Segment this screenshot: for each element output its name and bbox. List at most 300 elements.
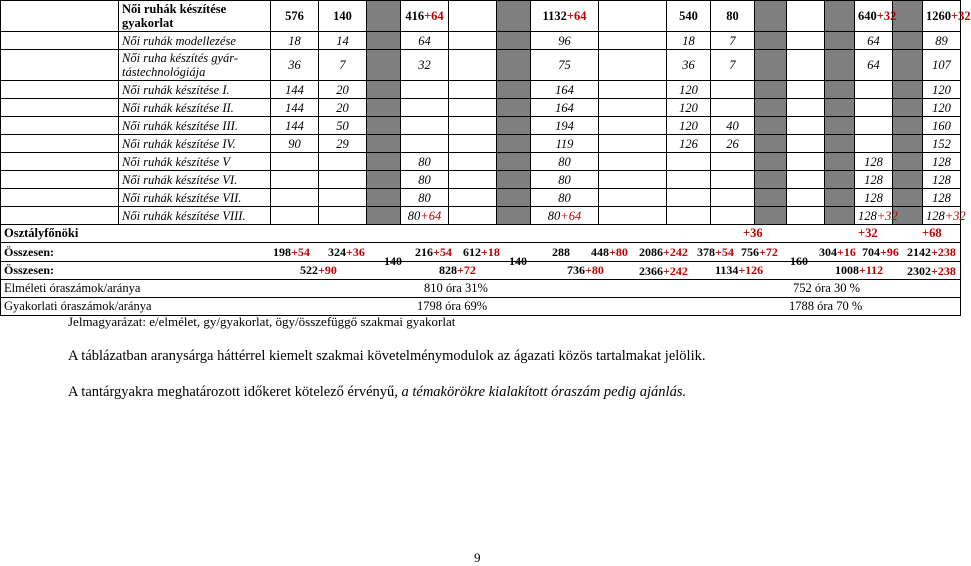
table-cell: [787, 32, 825, 50]
table-cell: [271, 32, 319, 50]
cell-value: 128: [932, 172, 951, 187]
cell-value: 144: [285, 82, 304, 97]
row-gyakorlati: [1, 298, 961, 316]
table-row: [1, 135, 961, 153]
cell-value: 18: [682, 33, 695, 48]
table-cell: [1, 32, 119, 50]
cell-value: 160: [932, 118, 951, 133]
row-subject-name: [119, 1, 271, 32]
paragraph-timeframe-note: [68, 384, 686, 401]
cell-value: 80: [418, 172, 431, 187]
table-cell: [667, 81, 711, 99]
table-cell: [271, 117, 319, 135]
table-row: [1, 153, 961, 171]
table-cell: [319, 99, 367, 117]
table-row: [1, 117, 961, 135]
row-osszesen: [1, 243, 961, 280]
table-cell: [787, 50, 825, 81]
gray-cell: [825, 117, 855, 135]
table-cell: [449, 32, 497, 50]
gray-cell: [825, 99, 855, 117]
cell-value: Női ruhák készítése V: [122, 154, 230, 169]
table-cell: [271, 99, 319, 117]
table-cell: [667, 117, 711, 135]
table-cell: [711, 1, 755, 32]
table-cell: [667, 1, 711, 32]
table-cell: [787, 207, 825, 225]
table-cell: [531, 189, 599, 207]
table-cell: [599, 99, 667, 117]
cell-value: 128: [858, 208, 877, 223]
cell-value: 18: [288, 33, 301, 48]
osszesen-c6: 140: [509, 254, 527, 268]
osztalyfonoki-cell: [1, 225, 961, 243]
gyakorlati-value-1: 1798 óra 69%: [417, 299, 488, 313]
table-cell: [1, 1, 119, 32]
cell-value: Női ruhák készítése VII.: [122, 190, 242, 205]
table-cell: [711, 81, 755, 99]
table-cell: [319, 153, 367, 171]
cell-value: 80: [726, 9, 739, 23]
row-subject-name: [119, 153, 271, 171]
gray-cell: [825, 1, 855, 32]
osszesen-c14: 704+96: [862, 245, 899, 259]
table-row: [1, 171, 961, 189]
gray-cell: [755, 117, 787, 135]
table-cell: [449, 153, 497, 171]
table-cell: [787, 135, 825, 153]
cell-value: 32: [418, 58, 431, 72]
table-cell: [271, 50, 319, 81]
gray-cell: [893, 171, 923, 189]
table-cell: [271, 135, 319, 153]
table-cell: [401, 50, 449, 81]
cell-value: 128: [864, 172, 883, 187]
table-cell: [449, 171, 497, 189]
cell-value: Női ruhák készítése VI.: [122, 172, 238, 187]
osszesen-c2: 324+36: [328, 245, 365, 259]
gray-cell: [825, 50, 855, 81]
row-subject-name: [119, 189, 271, 207]
row-subject-name: [119, 99, 271, 117]
table-cell: [599, 171, 667, 189]
table-cell: [449, 189, 497, 207]
cell-value: 90: [288, 136, 301, 151]
table-cell: [1, 117, 119, 135]
table-cell: [599, 32, 667, 50]
cell-value: Női ruha készítés gyár-tástechnológiája: [122, 51, 239, 79]
table-cell: [711, 189, 755, 207]
cell-extra-value: +32: [876, 9, 897, 23]
table-cell: [449, 207, 497, 225]
osszesen-s2: 828+72: [439, 263, 476, 277]
cell-value: 540: [679, 9, 698, 23]
row-subject-name: [119, 117, 271, 135]
cell-value: 26: [726, 136, 739, 151]
table-cell: [667, 99, 711, 117]
table-cell: [923, 99, 961, 117]
gray-cell: [497, 81, 531, 99]
gray-cell: [755, 153, 787, 171]
cell-value: 144: [285, 100, 304, 115]
cell-value: 107: [932, 58, 951, 72]
table-cell: [1, 135, 119, 153]
table-cell: [599, 207, 667, 225]
table-cell: [599, 1, 667, 32]
cell-value: 119: [555, 136, 574, 151]
gyakorlati-label: Gyakorlati óraszámok/aránya: [4, 299, 152, 313]
row-subject-name: [119, 207, 271, 225]
table-cell: [531, 99, 599, 117]
table-cell: [531, 81, 599, 99]
cell-value: Női ruhák készítése VIII.: [122, 208, 246, 223]
cell-value: 80: [558, 172, 571, 187]
cell-value: 128: [864, 154, 883, 169]
table-cell: [401, 99, 449, 117]
cell-value: 40: [726, 118, 739, 133]
osszesen-label-2: Összesen:: [4, 263, 54, 277]
cell-value: Női ruhák modellezése: [122, 33, 236, 48]
gray-cell: [893, 99, 923, 117]
gray-cell: [497, 117, 531, 135]
osszesen-c12: 160: [790, 254, 808, 268]
gray-cell: [497, 171, 531, 189]
osszesen-cell: [1, 243, 961, 280]
table-cell: [855, 171, 893, 189]
cell-value: Női ruhák készítése gyakorlat: [122, 2, 227, 30]
cell-value: 120: [679, 100, 698, 115]
row-subject-name: [119, 81, 271, 99]
gray-cell: [755, 99, 787, 117]
cell-value: Női ruhák készítése III.: [122, 118, 238, 133]
table-cell: [923, 171, 961, 189]
osztalyfonoki-value-3: +68: [922, 226, 942, 240]
cell-value: 80: [558, 190, 571, 205]
row-osztalyfonoki: [1, 225, 961, 243]
osszesen-c8: 448+80: [591, 245, 628, 259]
table-cell: [855, 81, 893, 99]
table-cell: [1, 207, 119, 225]
osszesen-c15: 2142+238: [907, 245, 956, 259]
cell-value: 64: [867, 33, 880, 48]
cell-value: 128: [864, 190, 883, 205]
table-cell: [787, 117, 825, 135]
cell-value: 128: [926, 208, 945, 223]
cell-value: 120: [932, 100, 951, 115]
gray-cell: [755, 171, 787, 189]
cell-value: 80: [418, 190, 431, 205]
cell-extra-value: +32: [944, 208, 966, 223]
table-cell: [599, 50, 667, 81]
cell-value: 128: [932, 154, 951, 169]
gray-cell: [755, 81, 787, 99]
table-cell: [319, 189, 367, 207]
cell-value: 1260: [926, 9, 951, 23]
cell-value: 7: [729, 33, 736, 48]
table-cell: [401, 117, 449, 135]
table-cell: [787, 81, 825, 99]
table-cell: [599, 189, 667, 207]
gray-cell: [367, 171, 401, 189]
elmeleti-cell: [1, 280, 961, 298]
table-cell: [711, 207, 755, 225]
osztalyfonoki-label: Osztályfőnöki: [4, 226, 79, 240]
table-cell: [531, 117, 599, 135]
table-cell: [855, 32, 893, 50]
cell-value: 1132: [542, 9, 567, 23]
table-cell: [923, 81, 961, 99]
gray-cell: [497, 32, 531, 50]
table-cell: [787, 189, 825, 207]
gyakorlati-cell: [1, 298, 961, 316]
cell-value: 50: [336, 118, 349, 133]
table-row: [1, 32, 961, 50]
table-cell: [923, 117, 961, 135]
osszesen-c9: 2086+242: [639, 245, 688, 259]
table-cell: [923, 207, 966, 225]
table-cell: [319, 81, 367, 99]
gray-cell: [497, 135, 531, 153]
cell-extra-value: +64: [566, 9, 587, 23]
osszesen-s1: 522+90: [300, 263, 337, 277]
osszesen-label-1: Összesen:: [4, 245, 54, 259]
osszesen-c1: 198+54: [273, 245, 310, 259]
table-cell: [855, 207, 898, 225]
table-cell: [319, 50, 367, 81]
osszesen-c7: 288: [552, 245, 570, 259]
gray-cell: [367, 153, 401, 171]
gray-cell: [497, 50, 531, 81]
gray-cell: [755, 189, 787, 207]
gray-cell: [825, 32, 855, 50]
table-cell: [401, 1, 449, 32]
table-cell: [449, 50, 497, 81]
cell-value: 120: [679, 118, 698, 133]
osszesen-c5: 612+18: [463, 245, 500, 259]
cell-value: 126: [679, 136, 698, 151]
cell-value: 36: [288, 58, 301, 72]
cell-value: 164: [555, 82, 574, 97]
table-cell: [711, 117, 755, 135]
table-row: [1, 1, 961, 32]
gray-cell: [825, 171, 855, 189]
table-cell: [855, 117, 893, 135]
cell-value: 120: [679, 82, 698, 97]
elmeleti-label: Elméleti óraszámok/aránya: [4, 281, 141, 295]
cell-value: 29: [336, 136, 349, 151]
osszesen-c10: 378+54: [697, 245, 734, 259]
table-cell: [667, 32, 711, 50]
gray-cell: [497, 189, 531, 207]
gyakorlati-value-2: 1788 óra 70 %: [789, 299, 863, 313]
table-cell: [271, 171, 319, 189]
table-cell: [711, 50, 755, 81]
table-cell: [449, 117, 497, 135]
table-cell: [531, 1, 599, 32]
table-cell: [667, 50, 711, 81]
table-cell: [711, 99, 755, 117]
osztalyfonoki-value-1: +36: [743, 226, 763, 240]
table-cell: [401, 207, 449, 225]
gray-cell: [367, 32, 401, 50]
row-subject-name: [119, 32, 271, 50]
table-cell: [855, 189, 893, 207]
table-cell: [711, 171, 755, 189]
table-cell: [401, 81, 449, 99]
osszesen-c13: 304+16: [819, 245, 856, 259]
gray-cell: [825, 189, 855, 207]
gray-cell: [755, 50, 787, 81]
table-cell: [1, 50, 119, 81]
osszesen-s5: 1134+126: [715, 263, 764, 277]
table-cell: [923, 189, 961, 207]
gray-cell: [893, 1, 923, 32]
table-cell: [599, 153, 667, 171]
table-cell: [271, 207, 319, 225]
cell-value: 14: [336, 33, 349, 48]
table-cell: [923, 32, 961, 50]
gray-cell: [825, 81, 855, 99]
table-cell: [667, 135, 711, 153]
legend-note: Jelmagyarázat: e/elmélet, gy/gyakorlat, ögy/összefüggő szakmai gyakorlat: [68, 314, 456, 329]
gray-cell: [893, 50, 923, 81]
table-cell: [449, 1, 497, 32]
table-cell: [787, 1, 825, 32]
cell-value: 576: [285, 9, 304, 23]
cell-extra-value: +32: [951, 9, 971, 23]
table-cell: [531, 50, 599, 81]
table-cell: [855, 153, 893, 171]
table-cell: [787, 171, 825, 189]
table-cell: [923, 50, 961, 81]
table-cell: [319, 207, 367, 225]
table-cell: [271, 1, 319, 32]
gray-cell: [825, 135, 855, 153]
table-cell: [855, 135, 893, 153]
gray-cell: [367, 81, 401, 99]
table-cell: [319, 117, 367, 135]
table-cell: [531, 171, 599, 189]
table-row: [1, 207, 961, 225]
gray-cell: [893, 189, 923, 207]
table-cell: [531, 153, 599, 171]
gray-cell: [367, 117, 401, 135]
table-cell: [599, 81, 667, 99]
cell-value: 64: [418, 33, 431, 48]
gray-cell: [825, 153, 855, 171]
cell-extra-value: +64: [420, 208, 442, 223]
table-cell: [711, 135, 755, 153]
paragraph-highlight-note: A táblázatban aranysárga háttérrel kiemelt szakmai követelménymodulok az ágazati közös tartalmakat jelölik.: [68, 348, 706, 364]
table-cell: [271, 81, 319, 99]
cell-value: 64: [867, 58, 880, 72]
cell-value: 7: [339, 58, 346, 72]
row-subject-name: [119, 171, 271, 189]
table-cell: [319, 1, 367, 32]
table-cell: [449, 135, 497, 153]
table-cell: [531, 207, 599, 225]
cell-extra-value: +64: [560, 208, 582, 223]
table-cell: [401, 135, 449, 153]
osszesen-s3: 736+80: [567, 263, 604, 277]
table-cell: [1, 189, 119, 207]
cell-value: 128: [932, 190, 951, 205]
gray-cell: [893, 153, 923, 171]
cell-value: 7: [729, 58, 736, 72]
gray-cell: [755, 207, 787, 225]
table-cell: [531, 32, 599, 50]
cell-value: 80: [558, 154, 571, 169]
cell-value: Női ruhák készítése IV.: [122, 136, 236, 151]
cell-value: 152: [932, 136, 951, 151]
cell-value: Női ruhák készítése II.: [122, 100, 234, 115]
osszesen-c11: 756+72: [741, 245, 778, 259]
gray-cell: [367, 135, 401, 153]
gray-cell: [893, 135, 923, 153]
table-cell: [667, 171, 711, 189]
table-cell: [855, 1, 897, 32]
table-cell: [667, 207, 711, 225]
summary-rows: [1, 225, 961, 316]
gray-cell: [497, 99, 531, 117]
cell-value: 80: [407, 208, 421, 223]
elmeleti-value-1: 810 óra 31%: [424, 281, 488, 295]
table-row: [1, 81, 961, 99]
gray-cell: [893, 117, 923, 135]
gray-cell: [367, 99, 401, 117]
gray-cell: [893, 32, 923, 50]
table-cell: [667, 189, 711, 207]
elmeleti-value-2: 752 óra 30 %: [793, 281, 860, 295]
page-number: 9: [474, 550, 481, 565]
cell-value: 144: [285, 118, 304, 133]
cell-value: Női ruhák készítése I.: [122, 82, 230, 97]
table-cell: [531, 135, 599, 153]
osszesen-s4: 2366+242: [639, 264, 688, 278]
cell-value: 89: [935, 33, 948, 48]
cell-value: 194: [555, 118, 574, 133]
paragraph-timeframe-normal: A tantárgyakra meghatározott időkeret kötelező érvényű,: [68, 384, 402, 400]
gray-cell: [497, 153, 531, 171]
table-row: [1, 50, 961, 81]
cell-extra-value: +64: [424, 9, 444, 23]
table-cell: [1, 81, 119, 99]
table-cell: [923, 153, 961, 171]
table-cell: [923, 1, 971, 32]
table-cell: [855, 50, 893, 81]
cell-value: 20: [336, 100, 349, 115]
cell-value: 640: [858, 9, 877, 23]
table-cell: [711, 32, 755, 50]
cell-value: 80: [418, 154, 431, 169]
cell-value: 36: [682, 58, 695, 72]
table-cell: [599, 135, 667, 153]
cell-value: 80: [547, 208, 561, 223]
subject-rows: [1, 1, 971, 225]
row-subject-name: [119, 135, 271, 153]
cell-value: 164: [555, 100, 574, 115]
table-row: [1, 189, 961, 207]
cell-extra-value: +32: [876, 208, 898, 223]
cell-value: 140: [333, 9, 352, 23]
table-cell: [319, 135, 367, 153]
table-cell: [401, 32, 449, 50]
gray-cell: [755, 135, 787, 153]
osszesen-s6: 1008+112: [835, 263, 884, 277]
table-cell: [787, 153, 825, 171]
table-cell: [1, 99, 119, 117]
gray-cell: [825, 207, 855, 225]
